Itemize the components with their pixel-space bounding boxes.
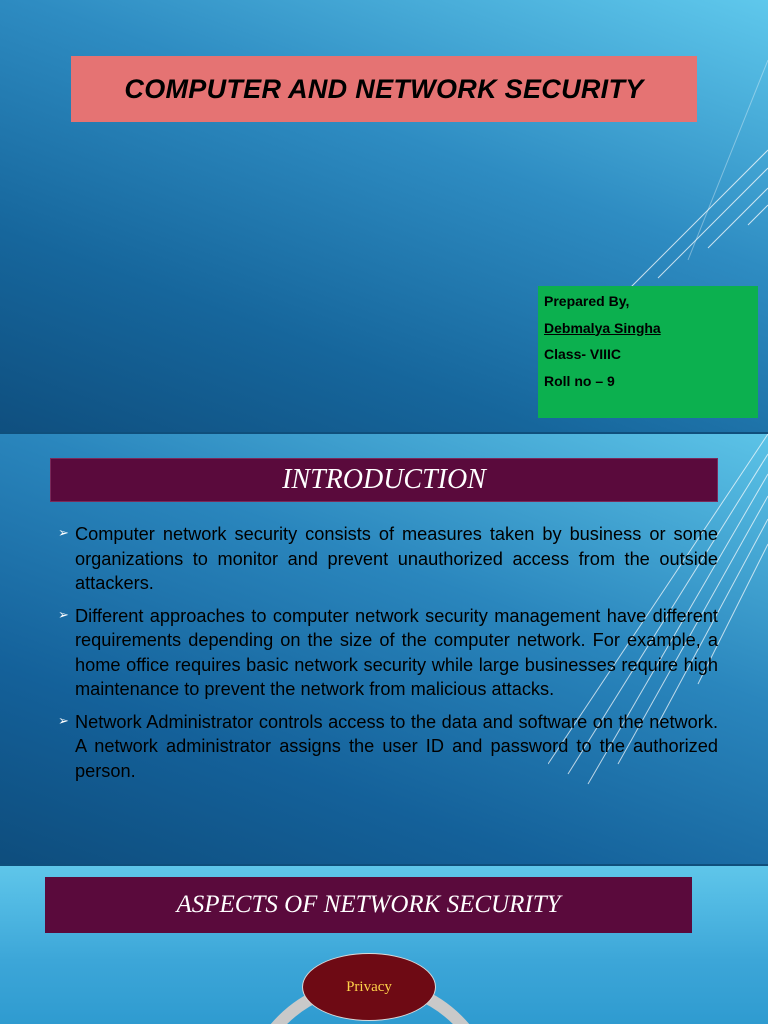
bullet-text: Computer network security consists of measures taken by business or some organizations to monitor and prevent unauthorized access from the outside attackers. [75,524,718,593]
list-item [58,522,718,596]
title-slide [0,0,768,432]
introduction-bullet-list [58,522,718,791]
presentation-title: COMPUTER AND NETWORK SECURITY [124,73,644,104]
introduction-heading: INTRODUCTION [282,464,486,495]
title-banner [71,56,697,122]
arrow-bullet-icon: ➢ [58,713,69,729]
author-class: Class- VIIIC [544,346,622,362]
aspects-heading: ASPECTS OF NETWORK SECURITY [176,891,561,918]
author-info-box [538,286,758,418]
arrow-bullet-icon: ➢ [58,526,69,541]
author-roll: Roll no – 9 [544,372,615,389]
bullet-text: Network Administrator controls access to the data and software on the network. A network administrator assigns the user ID and password to the authorized person. [75,711,718,781]
introduction-heading-bar [50,458,718,502]
list-item [58,710,718,784]
privacy-node [302,953,436,1021]
introduction-slide [0,434,768,864]
bullet-text: Different approaches to computer network security management have different requirements depending on the size of the computer network. For example, a home office requires basic network security while large businesses require high maintenance to prevent the network from malicious attacks. [75,605,718,699]
author-name: Debmalya Singha [544,319,661,336]
aspects-heading-bar [45,877,692,933]
aspects-slide [0,866,768,1024]
arrow-bullet-icon: ➢ [58,607,69,623]
list-item [58,604,718,702]
prepared-by-label: Prepared By, [544,293,630,309]
privacy-label: Privacy [346,978,392,995]
